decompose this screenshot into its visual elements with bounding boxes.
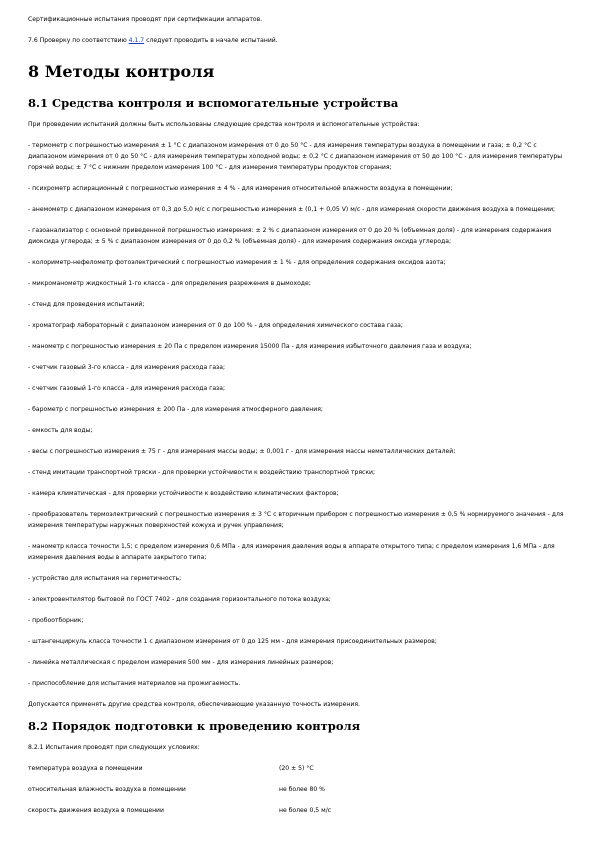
list-item: - манометр с погрешностью измерения ± 20 Па с пределом измерения 15000 Па - для измерения избыточного давления газа и воздуха; (28, 343, 472, 350)
closing-paragraph: Допускается применять другие средства контроля, обеспечивающие указанную точность измерения. (28, 701, 360, 708)
list-item: - анемометр с диапазоном измерения от 0,3 до 5,0 м/с с погрешностью измерения ± (0,1 + 0,05 V) м/с - для измерения скорости движения воздуха в помещении; (28, 206, 556, 213)
list-item: - счетчик газовый 1-го класса - для измерения расхода газа; (28, 385, 226, 392)
condition-label: относительная влажность воздуха в помещении (28, 786, 186, 793)
instruments-intro: При проведении испытаний должны быть использованы следующие средства контроля и вспомогательные устройства: (28, 121, 420, 128)
intro-paragraph: Сертификационные испытания проводят при сертификации аппаратов. (28, 16, 263, 23)
check-text-post: следует проводить в начале испытаний. (144, 37, 278, 44)
condition-row (28, 805, 568, 816)
instrument-list (28, 140, 568, 689)
list-item: - пробоотборник; (28, 617, 84, 624)
list-item: - психрометр аспирационный с погрешностью измерения ± 4 % - для измерения относительной влажности воздуха в помещении; (28, 185, 453, 192)
list-item: - барометр с погрешностью измерения ± 200 Па - для измерения атмосферного давления; (28, 406, 323, 413)
list-item: - хроматограф лабораторный с диапазоном измерения от 0 до 100 % - для определения химического состава газа; (28, 322, 403, 329)
list-item: - штангенциркуль класса точности 1 с диапазоном измерения от 0 до 125 мм - для измерения присоединительных размеров; (28, 638, 437, 645)
subsection-heading-8-1: 8.1 Средства контроля и вспомогательные устройства (28, 96, 399, 110)
document-page (28, 14, 568, 816)
condition-label: температура воздуха в помещении (28, 765, 143, 772)
list-item: - весы с погрешностью измерения ± 75 г - для измерения массы воды; ± 0,001 г - для измерения массы неметаллических деталей; (28, 448, 456, 455)
list-item: - приспособление для испытания материалов на прожигаемость. (28, 680, 241, 687)
conditions-table (28, 763, 568, 816)
list-item: - колориметр-нефелометр фотоэлектрический с погрешностью измерения ± 1 % - для определения содержания оксидов азота; (28, 259, 446, 266)
check-text-pre: 7.6 Проверку по соответствию (28, 37, 129, 44)
list-item: - манометр класса точности 1,5; с пределом измерения 0,6 МПа - для измерения давления воды в аппарате открытого типа; с пределом измерения 1,6 МПа - для измерения давления воды в аппарате закрытого типа; (28, 543, 555, 561)
subsection-heading-8-2: 8.2 Порядок подготовки к проведению контроля (28, 719, 361, 733)
section-heading: 8 Методы контроля (28, 62, 215, 81)
list-item: - стенд для проведения испытаний; (28, 301, 145, 308)
list-item: - емкость для воды; (28, 427, 93, 434)
list-item: - линейка металлическая с пределом измерения 500 мм - для измерения линейных размеров; (28, 659, 334, 666)
list-item: - стенд имитации транспортной тряски - для проверки устойчивости к воздействию транспортной тряски; (28, 469, 376, 476)
condition-value: не более 0,5 м/с (279, 807, 332, 814)
condition-value: не более 80 % (279, 786, 325, 793)
condition-label: скорость движения воздуха в помещении (28, 807, 164, 814)
list-item: - электровентилятор бытовой по ГОСТ 7402 - для создания горизонтального потока воздуха; (28, 596, 331, 603)
condition-row (28, 784, 568, 795)
list-item: - счетчик газовый 3-го класса - для измерения расхода газа; (28, 364, 226, 371)
list-item: - газоанализатор с основной приведенной погрешностью измерения: ± 2 % с диапазоном измерения от 0 до 20 % (объемная доля) - для измерения содержания диоксида углерода; ± 5 % с диапазоном измерения от 0 до 0,2 % (объемная доля) - для измерения содержания оксида углерода; (28, 227, 552, 245)
conditions-intro: 8.2.1 Испытания проводят при следующих условиях: (28, 744, 200, 751)
list-item: - устройство для испытания на герметичность; (28, 575, 182, 582)
condition-value: (20 ± 5) °С (279, 765, 314, 772)
list-item: - камера климатическая - для проверки устойчивости к воздействию климатических факторов; (28, 490, 339, 497)
list-item: - термометр с погрешностью измерения ± 1 °С с диапазоном измерения от 0 до 50 °С - для измерения температуры воздуха в помещении и газа; ± 0,2 °С с диапазоном измерения от 0 до 50 °С - для измерения температуры холодной воды; ± 0,2 °С с диапазоном измерения от 50 до 100 °С - для измерения температуры горячей воды; ± 7 °С с нижним пределом измерения 100 °С - для измерения температуры продуктов сгорания; (28, 142, 563, 171)
clause-link[interactable]: 4.1.7 (128, 37, 145, 44)
list-item: - преобразователь термоэлектрический с погрешностью измерения ± 3 °С с вторичным прибором с погрешностью измерения ± 0,5 % нормируемого значения - для измерения температуры наружных поверхностей кожуха и ручек управления; (28, 511, 564, 529)
check-paragraph (28, 35, 568, 46)
list-item: - микроманометр жидкостный 1-го класса - для определения разрежения в дымоходе; (28, 280, 311, 287)
condition-row (28, 763, 568, 774)
